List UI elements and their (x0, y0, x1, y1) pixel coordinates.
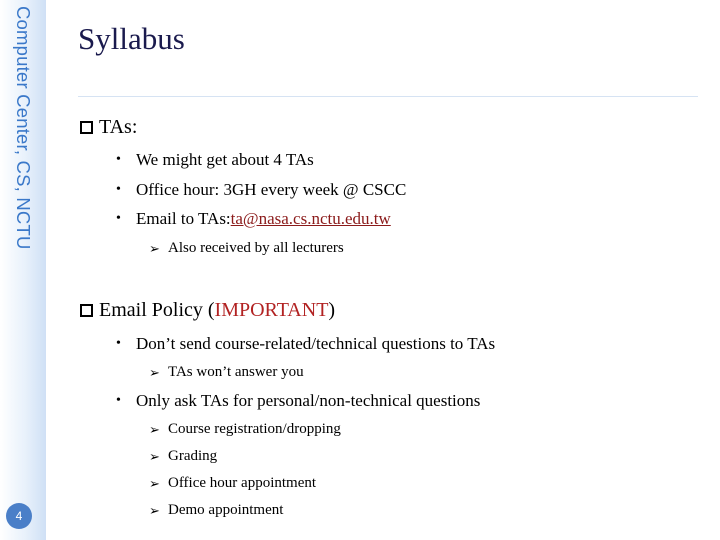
page-number-badge: 4 (6, 503, 32, 529)
sub-list-item (149, 240, 344, 257)
section-heading-tail: ) (328, 299, 336, 321)
sub-list-item (149, 475, 316, 492)
sidebar (0, 0, 46, 540)
sub-list-item-text: Grading (168, 448, 218, 464)
list-item-text: Only ask TAs for personal/non-technical questions (136, 391, 481, 410)
list-item (116, 150, 314, 170)
arrow-bullet-icon: ➢ (149, 421, 160, 437)
title-divider (78, 96, 698, 97)
list-item-text: We might get about 4 TAs (136, 150, 314, 169)
checkbox-bullet-icon (80, 121, 93, 134)
sub-list-item-text: Also received by all lecturers (168, 240, 344, 256)
list-item-text: Office hour: 3GH every week @ CSCC (136, 180, 407, 199)
arrow-bullet-icon: ➢ (149, 475, 160, 491)
bullet-icon: • (116, 211, 121, 226)
sub-list-item (149, 364, 304, 381)
list-item-text: Email to TAs: (136, 209, 231, 228)
sub-list-item-text: Course registration/dropping (168, 421, 341, 437)
bullet-icon: • (116, 393, 121, 408)
list-item (116, 180, 406, 200)
sub-list-item (149, 502, 283, 519)
arrow-bullet-icon: ➢ (149, 364, 160, 380)
sidebar-label: Computer Center, CS, NCTU (13, 6, 34, 250)
sub-list-item (149, 421, 341, 438)
arrow-bullet-icon: ➢ (149, 502, 160, 518)
slide-title: Syllabus (78, 21, 185, 56)
sub-list-item (149, 448, 217, 465)
section-tas (80, 116, 137, 139)
section-heading: Email Policy ( (99, 299, 215, 321)
sub-list-item-text: TAs won’t answer you (168, 364, 304, 380)
section-email-policy (80, 299, 335, 322)
sub-list-item-text: Demo appointment (168, 502, 284, 518)
important-highlight: IMPORTANT (214, 299, 329, 321)
bullet-icon: • (116, 336, 121, 351)
bullet-icon: • (116, 152, 121, 167)
checkbox-bullet-icon (80, 304, 93, 317)
ta-email-link[interactable]: ta@nasa.cs.nctu.edu.tw (230, 209, 391, 228)
arrow-bullet-icon: ➢ (149, 240, 160, 256)
list-item-text: Don’t send course-related/technical questions to TAs (136, 334, 496, 353)
list-item (116, 334, 495, 354)
section-heading: TAs: (99, 116, 138, 138)
sub-list-item-text: Office hour appointment (168, 475, 317, 491)
bullet-icon: • (116, 182, 121, 197)
arrow-bullet-icon: ➢ (149, 448, 160, 464)
list-item (116, 391, 480, 411)
list-item (116, 209, 391, 229)
